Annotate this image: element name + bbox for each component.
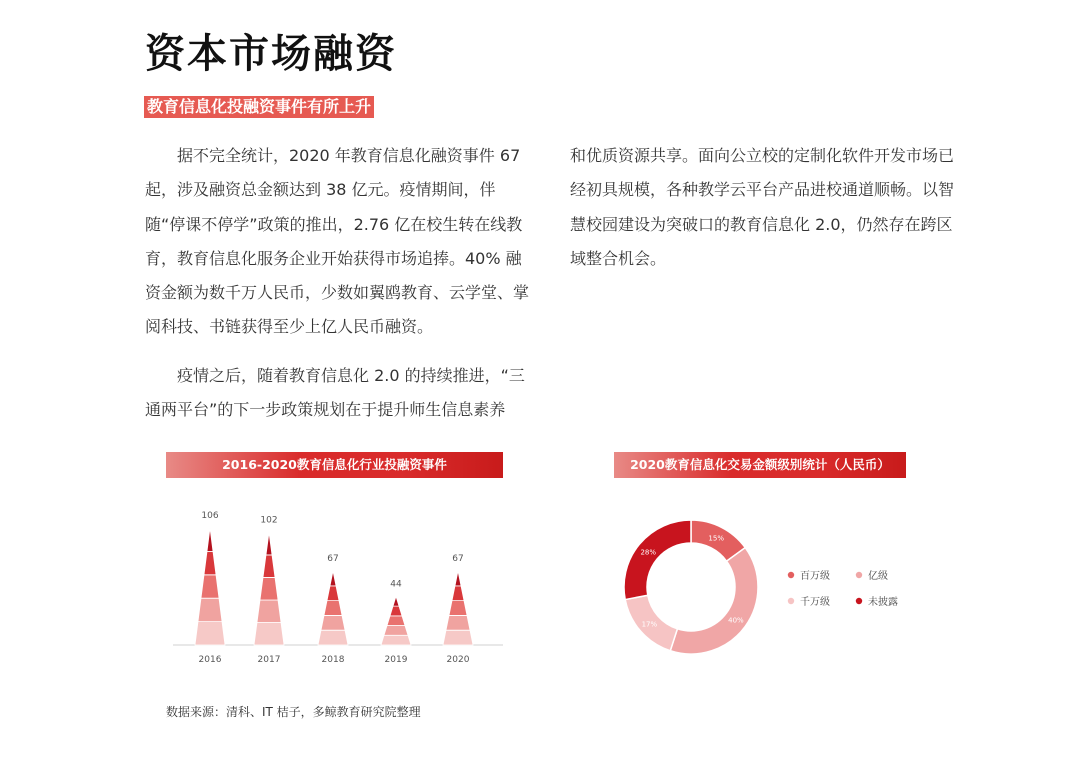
bar-segment [446, 615, 470, 630]
pie-chart-title: 2020教育信息化交易金额级别统计（人民币） [614, 452, 906, 478]
donut-value-label: 40% [728, 616, 744, 625]
bar-segment [204, 551, 216, 574]
donut-value-label: 15% [708, 534, 724, 543]
section-subtitle: 教育信息化投融资事件有所上升 [144, 96, 374, 118]
bar-segment [449, 601, 467, 616]
x-tick-label: 2020 [446, 655, 470, 665]
text-column-right [570, 139, 955, 276]
bar-segment [318, 630, 348, 645]
bar-segment [257, 600, 281, 623]
bar-2019 [381, 596, 411, 645]
legend-label: 百万级 [800, 571, 830, 582]
legend-swatch [856, 572, 862, 578]
bar-segment [260, 577, 278, 600]
bar-segment [327, 586, 339, 601]
legend-item [856, 595, 898, 608]
x-tick-label: 2016 [198, 655, 222, 665]
legend-item [856, 569, 888, 582]
bar-segment [207, 528, 213, 551]
bar-value-label: 67 [327, 554, 339, 565]
bar-segment [443, 630, 473, 645]
bar-segment [321, 615, 345, 630]
bar-segment [393, 596, 399, 606]
bar-segment [390, 606, 402, 616]
donut-slice-1 [670, 548, 758, 654]
bar-segment [195, 622, 225, 645]
legend-swatch [788, 572, 794, 578]
donut-slice-3 [624, 520, 691, 600]
bar-value-label: 67 [452, 554, 464, 565]
bar-value-label: 102 [260, 515, 278, 526]
legend-item [788, 596, 830, 608]
bar-segment [455, 571, 461, 586]
donut-value-label: 17% [641, 620, 658, 629]
bar-segment [452, 586, 464, 601]
bar-2018 [318, 571, 348, 645]
bar-value-label: 44 [390, 579, 402, 590]
bar-segment [254, 622, 284, 645]
bar-chart [165, 500, 510, 675]
paragraph-2: 疫情之后，随着教育信息化 2.0 的持续推进，“三通两平台”的下一步政策规划在于提升师生信息素养 [145, 365, 525, 420]
bar-2017 [254, 532, 284, 645]
bar-chart-title: 2016-2020教育信息化行业投融资事件 [166, 452, 503, 478]
bar-2020 [443, 571, 473, 645]
bar-segment [201, 575, 219, 598]
donut-chart [600, 510, 920, 670]
bar-segment [266, 532, 272, 555]
bar-segment [263, 555, 275, 578]
paragraph-1: 据不完全统计，2020 年教育信息化融资事件 67 起，涉及融资总金额达到 38 亿元。疫情期间，伴随“停课不停学”政策的推出，2.76 亿在校生转在线教育，教育信息化服务企业开始获得市场追捧。40% 融资金额为数千万人民币，少数如翼鸥教育、云学堂、掌阅科技、书链获得至少上亿人民币融资。 [145, 146, 530, 337]
donut-value-label: 28% [640, 548, 657, 557]
legend-swatch [788, 598, 794, 604]
legend-label: 千万级 [800, 597, 830, 608]
x-tick-label: 2017 [257, 655, 281, 665]
bar-segment [324, 601, 342, 616]
legend-label: 亿级 [868, 571, 888, 582]
x-tick-label: 2018 [321, 655, 345, 665]
bar-segment [384, 626, 408, 636]
paragraph-3: 和优质资源共享。面向公立校的定制化软件开发市场已经初具规模，各种教学云平台产品进校通道顺畅。以智慧校园建设为突破口的教育信息化 2.0，仍然存在跨区域整合机会。 [570, 146, 955, 268]
bar-segment [330, 571, 336, 586]
bar-segment [381, 635, 411, 645]
page-title: 资本市场融资 [145, 31, 397, 77]
bar-value-label: 106 [201, 511, 219, 521]
legend-item [788, 570, 830, 582]
bar-segment [387, 616, 405, 626]
x-tick-label: 2019 [384, 655, 408, 665]
bar-segment [198, 598, 222, 621]
source-note: 数据来源：清科、IT 桔子，多鲸教育研究院整理 [166, 705, 421, 719]
text-column-left [145, 139, 530, 427]
bar-2016 [195, 528, 225, 645]
legend-swatch [856, 598, 862, 604]
legend-label: 未披露 [868, 597, 898, 608]
